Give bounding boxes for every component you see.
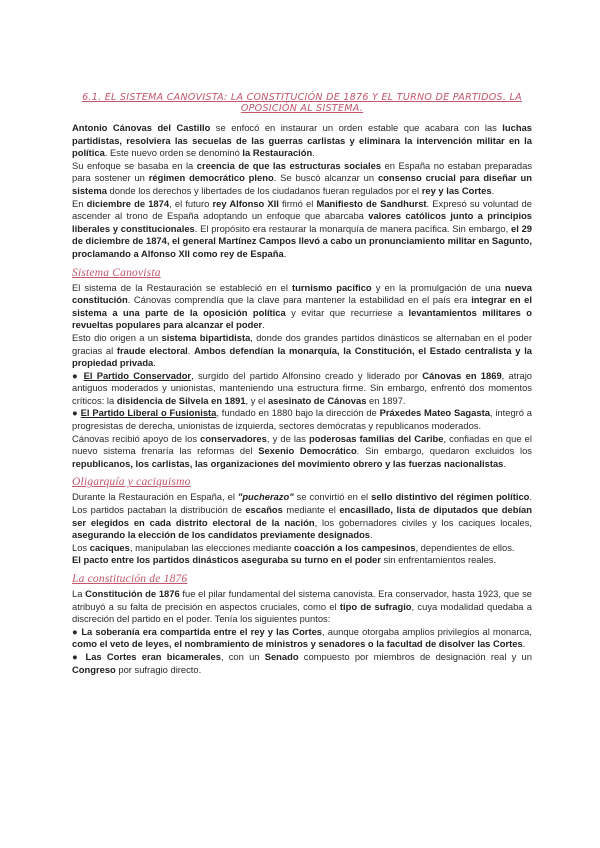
section-paragraph	[72, 651, 532, 676]
text-run: y en la promulgación de una	[371, 281, 505, 293]
text-run: . Se buscó alcanzar un	[273, 172, 378, 184]
bold-text: rey Alfonso XII	[212, 197, 279, 209]
text-run: , los gobernadores civiles y los caciques locales,	[314, 516, 532, 528]
bold-text: Antonio Cánovas del Castillo	[72, 122, 211, 133]
text-run: .	[187, 344, 195, 356]
section-heading: Oligarquía y caciquismo	[72, 476, 191, 489]
text-run: , y de las	[266, 432, 310, 444]
bold-text: consenso crucial para diseñar un sistema	[72, 172, 532, 196]
text-run: .	[312, 147, 315, 159]
text-run: en España no estaban preparadas para sostener un	[72, 159, 533, 184]
intro-block	[72, 122, 532, 261]
text-run: se convirtió en el	[293, 491, 372, 503]
bold-text: Práxedes Mateo Sagasta	[379, 407, 490, 419]
section-paragraph	[72, 282, 532, 332]
text-run: .	[503, 457, 507, 469]
bold-text: poderosas familias del Caribe	[309, 432, 444, 444]
bold-text: disidencia de Silvela en 1891	[116, 394, 246, 406]
text-run: mediante el	[282, 504, 340, 516]
text-run: ●	[72, 407, 81, 419]
bold-text: sello distintivo del régimen político	[371, 491, 530, 503]
text-run: en 1897.	[366, 394, 406, 406]
bold-text: encasillado, lista de diputados que debían ser elegidos en cada distrito electoral de la nación	[72, 504, 532, 528]
text-run: Cánovas recibió apoyo de los	[72, 432, 201, 444]
bold-text: escaños	[245, 504, 283, 516]
text-run: , dependientes de ellos.	[415, 541, 515, 553]
text-run: , manipulaban las elecciones mediante	[129, 541, 295, 553]
bold-text: Constitución de 1876	[85, 588, 180, 599]
text-run: . Cánovas comprendía que la clave para mantener la estabilidad en el país era	[127, 294, 472, 306]
bold-text: levantamientos militares o revueltas populares para alcanzar el poder	[72, 306, 532, 331]
text-run: .	[153, 357, 156, 369]
text-run: se enfocó en instaurar un orden estable que acabara con las	[210, 122, 503, 133]
text-run: Durante la Restauración en España, el	[72, 491, 238, 503]
text-run: firmó el	[278, 197, 317, 209]
text-run: . El propósito era restaurar la monarquía de manera pacífica. Sin embargo,	[194, 222, 511, 234]
bold-text: régimen democrático pleno	[148, 172, 274, 184]
bold-text: el 29 de diciembre de 1874, el general Martínez Campos llevó a cabo un pronunciamiento militar en Sagunto, proclamando a Alfonso XII como rey de España	[72, 222, 533, 259]
text-run: por sufragio directo.	[115, 663, 202, 675]
text-run: y evitar que recurriese a	[285, 306, 409, 318]
text-run: .	[262, 319, 265, 331]
section-paragraph	[72, 542, 532, 555]
text-run: , el futuro	[169, 197, 213, 209]
bold-text: Ambos defendían la monarquía, la Constitución, el Estado centralista y la propiedad privada	[72, 344, 533, 369]
text-run: donde los derechos y libertades de los ciudadanos fueran regulados por el	[106, 184, 422, 196]
section-paragraph	[72, 588, 532, 626]
text-run: Esto dio origen a un	[72, 331, 162, 343]
text-run: , surgido del partido Alfonsino creado y liderado por	[191, 369, 423, 381]
text-run: La	[72, 588, 86, 599]
bold-text: la Restauración	[242, 147, 313, 159]
bold-text: "pucherazo"	[237, 491, 294, 503]
text-run: ●	[72, 625, 82, 637]
bold-text: nueva constitución	[72, 281, 532, 306]
bold-text: luchas partidistas, resolviera las secuelas de las guerras carlistas y eliminara la intervención militar en la política	[72, 122, 532, 159]
section-heading: La constitución de 1876	[72, 573, 188, 585]
bold-text: integrar en el sistema a una parte de la oposición política	[72, 294, 532, 318]
bold-text: La soberanía era compartida entre el rey y las Cortes	[81, 625, 322, 637]
intro-paragraph	[72, 198, 532, 261]
bold-text: turnismo pacífico	[292, 281, 372, 293]
section	[72, 476, 532, 567]
document-page	[72, 92, 532, 676]
section	[72, 267, 532, 471]
bold-text: tipo de sufragio	[339, 600, 412, 612]
bold-text: como el veto de leyes, el nombramiento de ministros y senadores o la facultad de disolver las Cortes	[72, 638, 523, 650]
bold-text: Sexenio Democrático	[258, 445, 357, 457]
bold-text: conservadores	[200, 432, 267, 444]
bold-text: rey y las Cortes	[421, 184, 492, 196]
text-run: sin enfrentamientos reales.	[380, 554, 497, 566]
bold-text: fraude electoral	[116, 344, 188, 356]
bold-text: caciques	[89, 541, 130, 553]
bold-text: valores católicos junto a principios liberales y constitucionales	[72, 210, 533, 234]
bold-text: El Partido Conservador	[83, 369, 192, 381]
text-run: ●	[72, 650, 86, 662]
bold-text: asegurando la elección de los candidatos previamente designados	[72, 529, 371, 541]
section-paragraph	[72, 433, 532, 471]
bold-text: sistema bipartidista	[161, 331, 251, 343]
text-run: , cuya modalidad quedaba a discreción del partido en el poder. Tenía los siguientes puntos:	[72, 600, 533, 625]
sections-container	[72, 267, 532, 677]
bold-text: El pacto entre los partidos dinásticos aseguraba su turno en el poder	[72, 554, 381, 566]
section-paragraph	[72, 491, 532, 541]
text-run: .	[491, 184, 495, 196]
text-run: , aunque otorgaba amplios privilegios al monarca,	[322, 625, 532, 637]
text-run: .	[370, 529, 373, 541]
text-run: .	[283, 247, 287, 259]
text-run: El sistema de la Restauración se estableció en el	[72, 281, 293, 293]
text-run: , fundado en 1880 bajo la dirección de	[216, 407, 380, 419]
bold-text: coacción a los campesinos	[294, 541, 416, 553]
text-run: .	[522, 638, 526, 650]
text-run: , integró a progresistas de derecha, unionistas de izquierda, sectores demócratas y republicanos moderados.	[72, 407, 533, 432]
text-run: ●	[72, 369, 84, 381]
bold-text: Manifiesto de Sandhurst	[316, 197, 427, 209]
bold-text: creencia de que las estructuras sociales	[196, 159, 382, 171]
section-heading: Sistema Canovista	[72, 266, 161, 279]
intro-paragraph	[72, 160, 532, 198]
text-run: , donde dos grandes partidos dinásticos se alternaban en el poder gracias al	[72, 331, 533, 356]
text-run: . Los partidos pactaban la distribución de	[72, 491, 533, 516]
text-run: fue el pilar fundamental del sistema canovista. Era conservador, hasta 1923, que se atribuyó a su falta de precisión en aspectos cruciales, como el	[72, 588, 532, 612]
text-run: compuesto por miembros de designación real y un	[298, 650, 532, 662]
bold-text: Congreso	[72, 663, 116, 675]
bold-text: Senado	[264, 650, 299, 662]
bold-text: El Partido Liberal o Fusionista	[80, 407, 217, 419]
section-paragraph	[72, 370, 532, 408]
text-run: , y el	[245, 394, 268, 406]
text-run: , con un	[220, 650, 265, 662]
text-run: . Sin embargo, quedaron excluidos los	[356, 445, 532, 457]
text-run: Su enfoque se basaba en la	[72, 159, 197, 171]
bold-text: Las Cortes eran bicamerales	[85, 650, 221, 662]
bold-text: diciembre de 1874	[86, 197, 170, 209]
section	[72, 573, 532, 676]
bold-text: Cánovas en 1869	[422, 369, 502, 381]
section-paragraph	[72, 554, 532, 567]
text-run: . Este nuevo orden se denominó	[104, 147, 243, 159]
text-run: . Expresó su voluntad de ascender al trono de España adoptando un enfoque que abarcaba	[72, 197, 532, 222]
bold-text: republicanos, los carlistas, las organizaciones del movimiento obrero y las fuerzas nacionalistas	[72, 457, 504, 469]
text-run: , atrajo antiguos moderados y unionistas, manteniendo una estructura firme. Sin embargo, enfrentó dos momentos críticos: la	[72, 369, 532, 406]
text-run: En	[72, 197, 87, 209]
section-paragraph	[72, 407, 532, 432]
bold-text: asesinato de Cánovas	[267, 394, 367, 406]
section-paragraph	[72, 332, 532, 370]
text-run: Los	[72, 541, 90, 553]
intro-paragraph	[72, 122, 532, 160]
text-run: , confiadas en que el nuevo sistema frenaría las reformas del	[72, 432, 532, 457]
document-title: 6.1. EL SISTEMA CANOVISTA: LA CONSTITUCIÓN DE 1876 Y EL TURNO DE PARTIDOS. LA OPOSICIÓN AL SISTEMA.	[82, 92, 522, 114]
section-paragraph	[72, 626, 532, 651]
